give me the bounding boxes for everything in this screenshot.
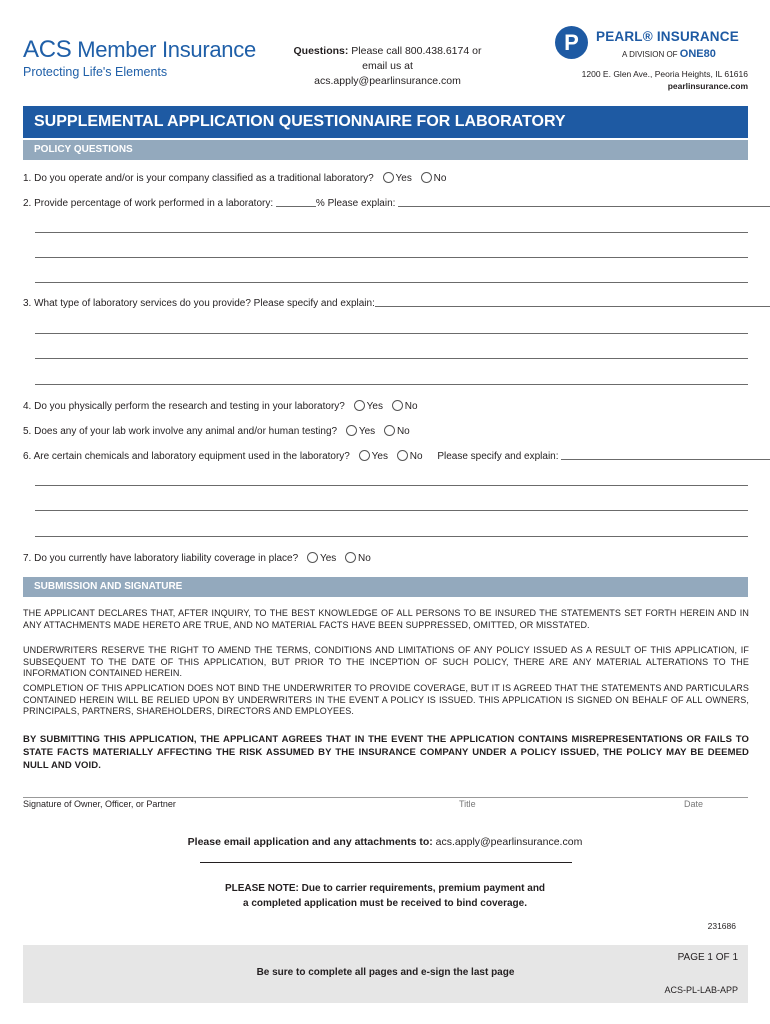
divider — [200, 862, 572, 863]
q6-no-radio[interactable] — [397, 450, 408, 461]
email-label: Please email application and any attachments to: — [187, 836, 433, 848]
question-3-text: 3. What type of laboratory services do you provide? Please specify and explain: — [23, 298, 375, 309]
pearl-name: PEARL® INSURANCE — [596, 29, 739, 44]
questions-label: Questions: — [293, 45, 349, 57]
question-5-text: 5. Does any of your lab work involve any animal and/or human testing? — [23, 426, 338, 437]
question-6-explain: Please specify and explain: — [437, 451, 562, 462]
q6-no-label: No — [409, 451, 423, 462]
q7-no-label: No — [358, 553, 371, 564]
q2-explain-field[interactable] — [398, 206, 770, 207]
page-number: PAGE 1 OF 1 — [677, 952, 738, 963]
question-5 — [23, 425, 410, 437]
email-address[interactable]: acs.apply@pearlinsurance.com — [432, 836, 583, 848]
website: pearlinsurance.com — [667, 81, 748, 91]
pearl-p-icon: P — [555, 26, 588, 59]
q7-yes-label: Yes — [319, 553, 337, 564]
q1-yes-radio[interactable] — [383, 172, 394, 183]
q3-answer-line[interactable] — [35, 333, 748, 334]
q3-answer-line[interactable] — [35, 384, 748, 385]
q5-no-label: No — [396, 426, 410, 437]
declaration-paragraph: THE APPLICANT DECLARES THAT, AFTER INQUIRY, TO THE BEST KNOWLEDGE OF ALL PERSONS TO BE INSURED THE STATEMENTS SET FORTH HEREIN AND IN ANY ATTACHMENTS MADE HERETO ARE TRUE, AND NO MATERIAL FACTS HAVE BEEN SUPPRESSED, OMITTED, OR MISSTATED. — [23, 608, 749, 630]
question-1 — [23, 172, 446, 184]
q2-answer-line[interactable] — [35, 282, 748, 283]
q3-answer-line[interactable] — [35, 358, 748, 359]
q6-answer-line[interactable] — [35, 536, 748, 537]
q6-yes-radio[interactable] — [359, 450, 370, 461]
q4-yes-label: Yes — [366, 401, 383, 412]
footer — [23, 945, 748, 1003]
q2-percentage-field[interactable] — [276, 206, 316, 207]
document-code: 231686 — [707, 921, 736, 931]
question-6-text: 6. Are certain chemicals and laboratory equipment used in the laboratory? — [23, 451, 350, 462]
q1-no-label: No — [433, 173, 447, 184]
q4-no-label: No — [404, 401, 418, 412]
one80-logo: ONE80 — [679, 48, 716, 60]
form-code: ACS-PL-LAB-APP — [664, 985, 738, 995]
q2-answer-line[interactable] — [35, 232, 748, 233]
q1-no-radio[interactable] — [421, 172, 432, 183]
signature-date-label: Date — [684, 799, 704, 809]
address-block — [582, 68, 748, 92]
q6-answer-line[interactable] — [35, 485, 748, 486]
q5-yes-label: Yes — [358, 426, 376, 437]
pearl-division — [622, 48, 716, 60]
q4-no-radio[interactable] — [392, 400, 403, 411]
q3-explain-field[interactable] — [375, 306, 770, 307]
page-title: SUPPLEMENTAL APPLICATION QUESTIONNAIRE FOR LABORATORY — [23, 106, 748, 138]
question-1-text: 1. Do you operate and/or is your company classified as a traditional laboratory? — [23, 173, 374, 184]
question-2 — [23, 198, 748, 209]
question-4-text: 4. Do you physically perform the research and testing in your laboratory? — [23, 401, 345, 412]
signature-line[interactable] — [23, 797, 748, 798]
q4-yes-radio[interactable] — [354, 400, 365, 411]
question-7-text: 7. Do you currently have laboratory liability coverage in place? — [23, 553, 299, 564]
section-policy-questions: POLICY QUESTIONS — [23, 140, 748, 160]
q5-yes-radio[interactable] — [346, 425, 357, 436]
q7-no-radio[interactable] — [345, 552, 356, 563]
note-line-2: a completed application must be received to bind coverage. — [243, 898, 527, 909]
question-2-text: 2. Provide percentage of work performed in a laboratory: — [23, 198, 276, 209]
questions-email: email us at acs.apply@pearlinsurance.com — [314, 60, 461, 87]
acs-tagline: Protecting Life's Elements — [23, 65, 168, 79]
q2-answer-line[interactable] — [35, 257, 748, 258]
q1-yes-label: Yes — [395, 173, 412, 184]
q6-answer-line[interactable] — [35, 510, 748, 511]
questions-contact — [290, 44, 485, 89]
please-note — [0, 881, 770, 911]
q6-yes-label: Yes — [371, 451, 388, 462]
acs-logo-rest: Member Insurance — [71, 37, 256, 62]
note-line-1: PLEASE NOTE: Due to carrier requirements, premium payment and — [224, 883, 546, 894]
question-4 — [23, 400, 418, 412]
footer-message: Be sure to complete all pages and e-sign the last page — [256, 967, 515, 978]
question-6 — [23, 450, 770, 462]
q7-yes-radio[interactable] — [307, 552, 318, 563]
q5-no-radio[interactable] — [384, 425, 395, 436]
signature-title-label: Title — [459, 799, 476, 809]
questions-phone: Please call 800.438.6174 or — [348, 45, 482, 57]
q6-explain-field[interactable] — [561, 459, 770, 460]
email-instruction — [0, 836, 770, 848]
signature-owner-label: Signature of Owner, Officer, or Partner — [23, 799, 176, 809]
division-label: A DIVISION OF — [622, 50, 680, 59]
question-2-explain: % Please explain: — [315, 198, 399, 209]
acs-logo — [23, 36, 256, 79]
underwriters-paragraph: UNDERWRITERS RESERVE THE RIGHT TO AMEND THE TERMS, CONDITIONS AND LIMITATIONS OF ANY POLICY ISSUED AS A RESULT OF THIS APPLICATION, IF SUBSEQUENT TO THE DATE OF THIS APPLICATION, BUT PRIOR TO THE INCEPTION OF SUCH POLICY, THERE ARE ANY MATERIAL ALTERATIONS TO THE INFORMATION CONTAINED HEREIN. — [23, 645, 749, 678]
question-7 — [23, 552, 371, 564]
section-submission-signature: SUBMISSION AND SIGNATURE — [23, 577, 748, 597]
agreement-paragraph: BY SUBMITTING THIS APPLICATION, THE APPLICANT AGREES THAT IN THE EVENT THE APPLICATION CONTAINS MISREPRESENTATIONS OR FAILS TO STATE FACTS MATERIALLY AFFECTING THE RISK ASSUMED BY THE INSURANCE COMPANY UNDER A POLICY ISSUED, THE POLICY MAY BE DEEMED NULL AND VOID. — [23, 734, 749, 771]
address: 1200 E. Glen Ave., Peoria Heights, IL 61616 — [581, 69, 748, 79]
completion-paragraph: COMPLETION OF THIS APPLICATION DOES NOT BIND THE UNDERWRITER TO PROVIDE COVERAGE, BUT IT IS AGREED THAT THE STATEMENTS AND PARTICULARS CONTAINED HEREIN WILL BE RELIED UPON BY UNDERWRITERS IN THE EVENT A POLICY IS ISSUED. THIS APPLICATION IS SIGNED ON BEHALF OF ALL OWNERS, PRINCIPALS, PARTNERS, SHAREHOLDERS, DIRECTORS AND EMPLOYEES. — [23, 683, 749, 716]
question-3 — [23, 298, 770, 309]
acs-logo-strong: ACS — [23, 36, 72, 63]
